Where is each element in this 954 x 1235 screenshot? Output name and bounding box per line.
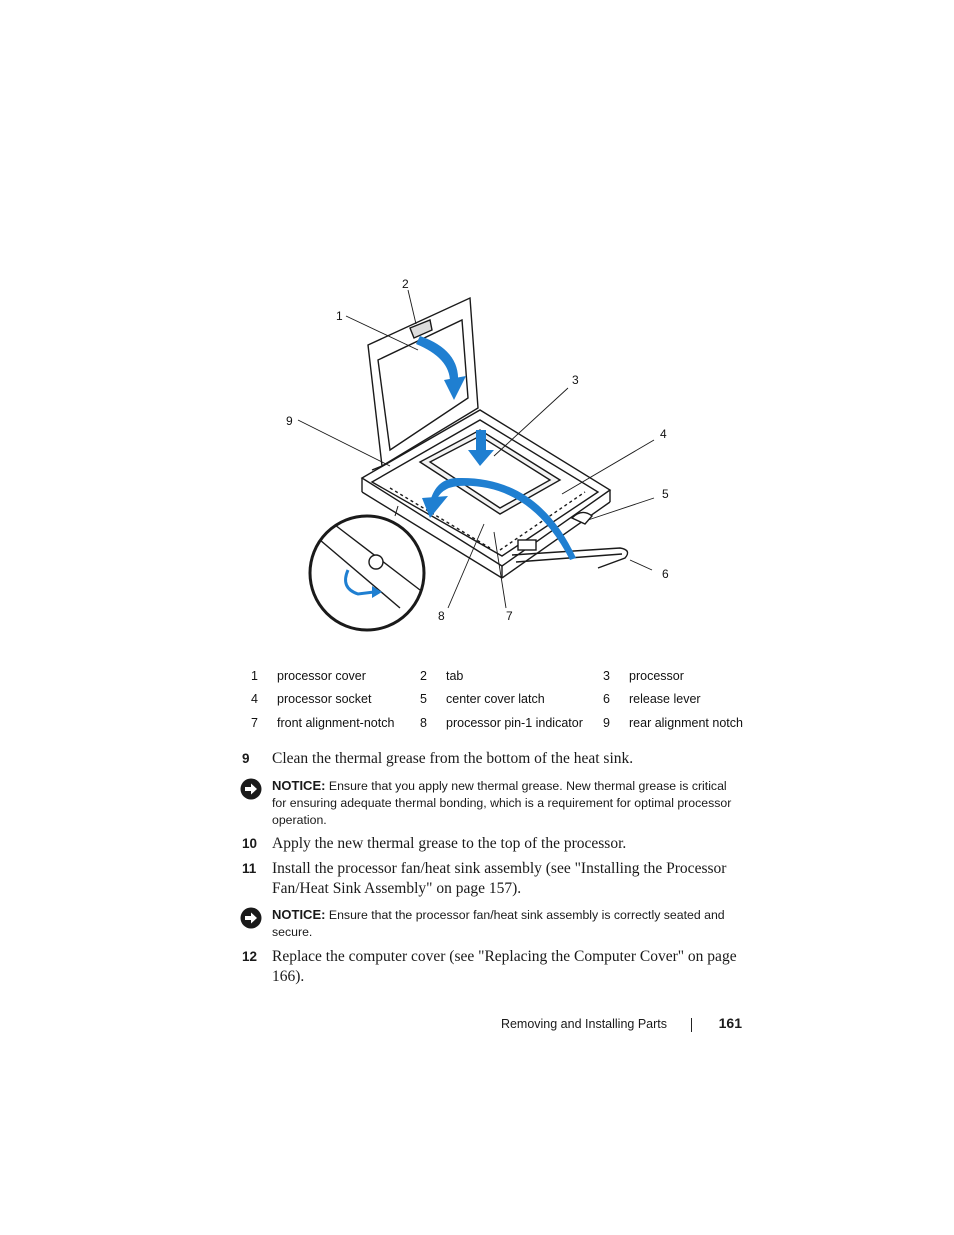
legend-number: 8: [420, 715, 427, 730]
socket-figure: [280, 270, 700, 645]
footer-section-title: Removing and Installing Parts: [500, 1017, 667, 1031]
legend-row: [244, 688, 765, 712]
notice-label: NOTICE:: [272, 907, 326, 922]
figure-legend: [244, 664, 765, 735]
step-number: 10: [242, 836, 258, 851]
legend-number: 6: [603, 692, 610, 707]
notice-text: Ensure that the processor fan/heat sink assembly is correctly seated and secure.: [272, 908, 725, 939]
step-text: Clean the thermal grease from the bottom of the heat sink.: [272, 750, 634, 767]
step-text: Install the processor fan/heat sink assembly (see "Installing the Processor Fan/Heat Sink Assembly" on page 157).: [272, 860, 727, 897]
page-number: 161: [718, 1015, 742, 1031]
step-number: 9: [242, 751, 250, 766]
step-10: [242, 834, 742, 854]
notice-thermal-grease: [240, 777, 740, 829]
legend-label: processor socket: [277, 692, 372, 707]
legend-number: 4: [251, 692, 258, 707]
notice-label: NOTICE:: [272, 778, 326, 793]
legend-label: rear alignment notch: [629, 715, 743, 730]
legend-label: processor pin-1 indicator: [446, 715, 583, 730]
notice-body: [272, 777, 740, 829]
footer-divider: [691, 1018, 692, 1032]
legend-label: release lever: [629, 692, 701, 707]
callout-2: 2: [402, 277, 409, 291]
callout-6: 6: [662, 567, 669, 581]
notice-body: [272, 906, 740, 941]
callout-8: 8: [438, 609, 445, 623]
legend-number: 3: [603, 668, 610, 683]
legend-label: tab: [446, 668, 464, 683]
step-11: [242, 859, 742, 899]
page-footer: [480, 1015, 742, 1035]
step-9: [242, 749, 742, 769]
notice-heat-sink: [240, 906, 740, 941]
legend-label: processor cover: [277, 668, 366, 683]
alignment-notch-inset: [310, 506, 424, 630]
step-number: 12: [242, 949, 258, 964]
legend-number: 2: [420, 668, 427, 683]
callout-1: 1: [336, 309, 343, 323]
step-text: Apply the new thermal grease to the top of the processor.: [272, 835, 627, 852]
callout-4: 4: [660, 427, 667, 441]
legend-number: 1: [251, 668, 258, 683]
legend-number: 9: [603, 715, 610, 730]
legend-row: [244, 664, 765, 688]
legend-number: 7: [251, 715, 258, 730]
legend-label: front alignment-notch: [277, 715, 395, 730]
step-text: Replace the computer cover (see "Replacing the Computer Cover" on page 166).: [272, 948, 737, 985]
callout-7: 7: [506, 609, 513, 623]
notice-icon: [240, 778, 262, 800]
legend-label: center cover latch: [446, 692, 545, 707]
callout-3: 3: [572, 373, 579, 387]
step-12: [242, 947, 742, 987]
callout-9: 9: [286, 414, 293, 428]
legend-row: [244, 711, 765, 735]
processor-socket-illustration: [280, 270, 700, 645]
step-number: 11: [242, 861, 257, 876]
legend-label: processor: [629, 668, 684, 683]
legend-number: 5: [420, 692, 427, 707]
notice-icon: [240, 907, 262, 929]
callout-5: 5: [662, 487, 669, 501]
notice-text: Ensure that you apply new thermal grease. New thermal grease is critical for ensuring adequate thermal bonding, which is a requirement for optimal processor operation.: [272, 779, 732, 827]
